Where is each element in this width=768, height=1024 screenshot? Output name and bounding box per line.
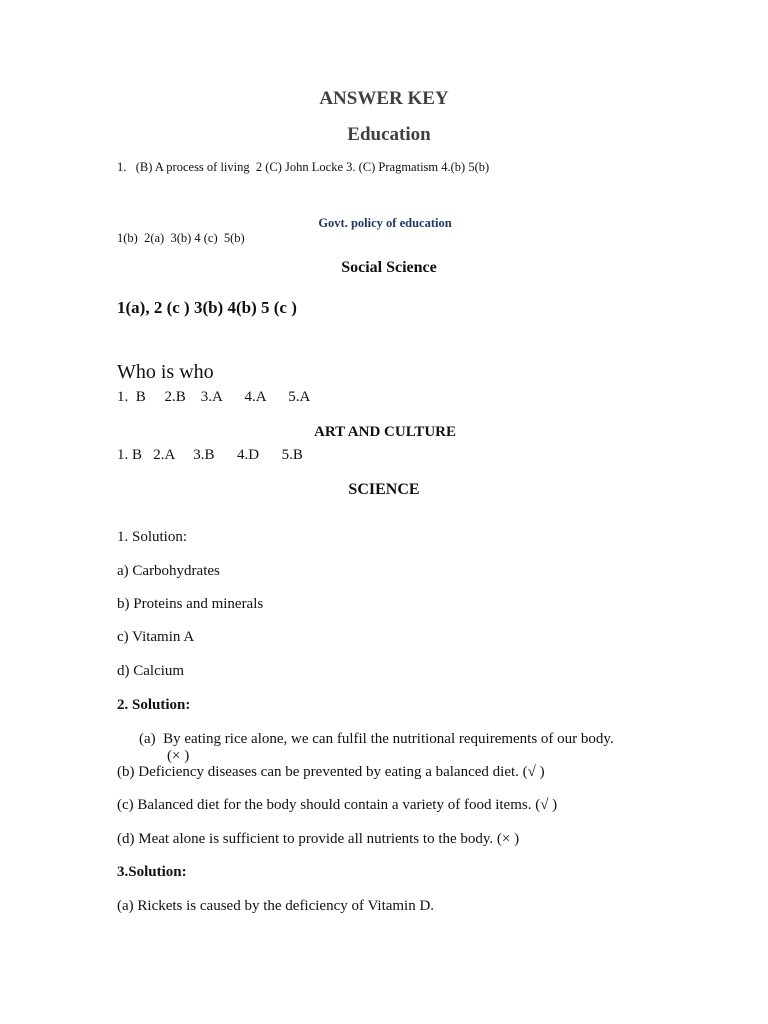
science-q1-answer-c: c) Vitamin A xyxy=(117,629,195,645)
page-title: ANSWER KEY xyxy=(319,88,449,109)
art-culture-heading: ART AND CULTURE xyxy=(313,424,456,440)
education-answers: 1. (B) A process of living 2 (C) John Locke 3. (C) Pragmatism 4.(b) 5(b) xyxy=(117,160,490,174)
social-science-heading: Social Science xyxy=(341,259,437,276)
science-q1-answer-d: d) Calcium xyxy=(117,663,185,679)
science-q2-statement-b: (b) Deficiency diseases can be prevented by eating a balanced diet. (√ ) xyxy=(117,764,545,780)
science-q2-statement-a: (a) By eating rice alone, we can fulfil the nutritional requirements of our body. xyxy=(139,731,614,747)
science-q2-statement-c: (c) Balanced diet for the body should contain a variety of food items. (√ ) xyxy=(117,797,558,813)
govt-policy-heading: Govt. policy of education xyxy=(318,216,452,230)
science-q2-label: 2. Solution: xyxy=(117,697,191,713)
art-culture-answers: 1. B 2.A 3.B 4.D 5.B xyxy=(117,447,303,463)
science-q1-answer-a: a) Carbohydrates xyxy=(117,563,220,579)
who-is-who-heading: Who is who xyxy=(117,361,214,383)
science-q3-statement-a: (a) Rickets is caused by the deficiency of Vitamin D. xyxy=(117,898,435,914)
science-q2-statement-d: (d) Meat alone is sufficient to provide all nutrients to the body. (× ) xyxy=(117,831,520,847)
social-science-answers: 1(a), 2 (c ) 3(b) 4(b) 5 (c ) xyxy=(117,298,297,317)
who-is-who-answers: 1. B 2.B 3.A 4.A 5.A xyxy=(117,389,311,405)
education-heading: Education xyxy=(347,124,431,145)
science-heading: SCIENCE xyxy=(348,481,420,498)
science-q1-label: 1. Solution: xyxy=(117,529,188,545)
govt-policy-answers: 1(b) 2(a) 3(b) 4 (c) 5(b) xyxy=(117,231,245,245)
science-q3-label: 3.Solution: xyxy=(117,864,187,880)
science-q2-statement-a-mark: (× ) xyxy=(167,748,190,764)
science-q1-answer-b: b) Proteins and minerals xyxy=(117,596,264,612)
